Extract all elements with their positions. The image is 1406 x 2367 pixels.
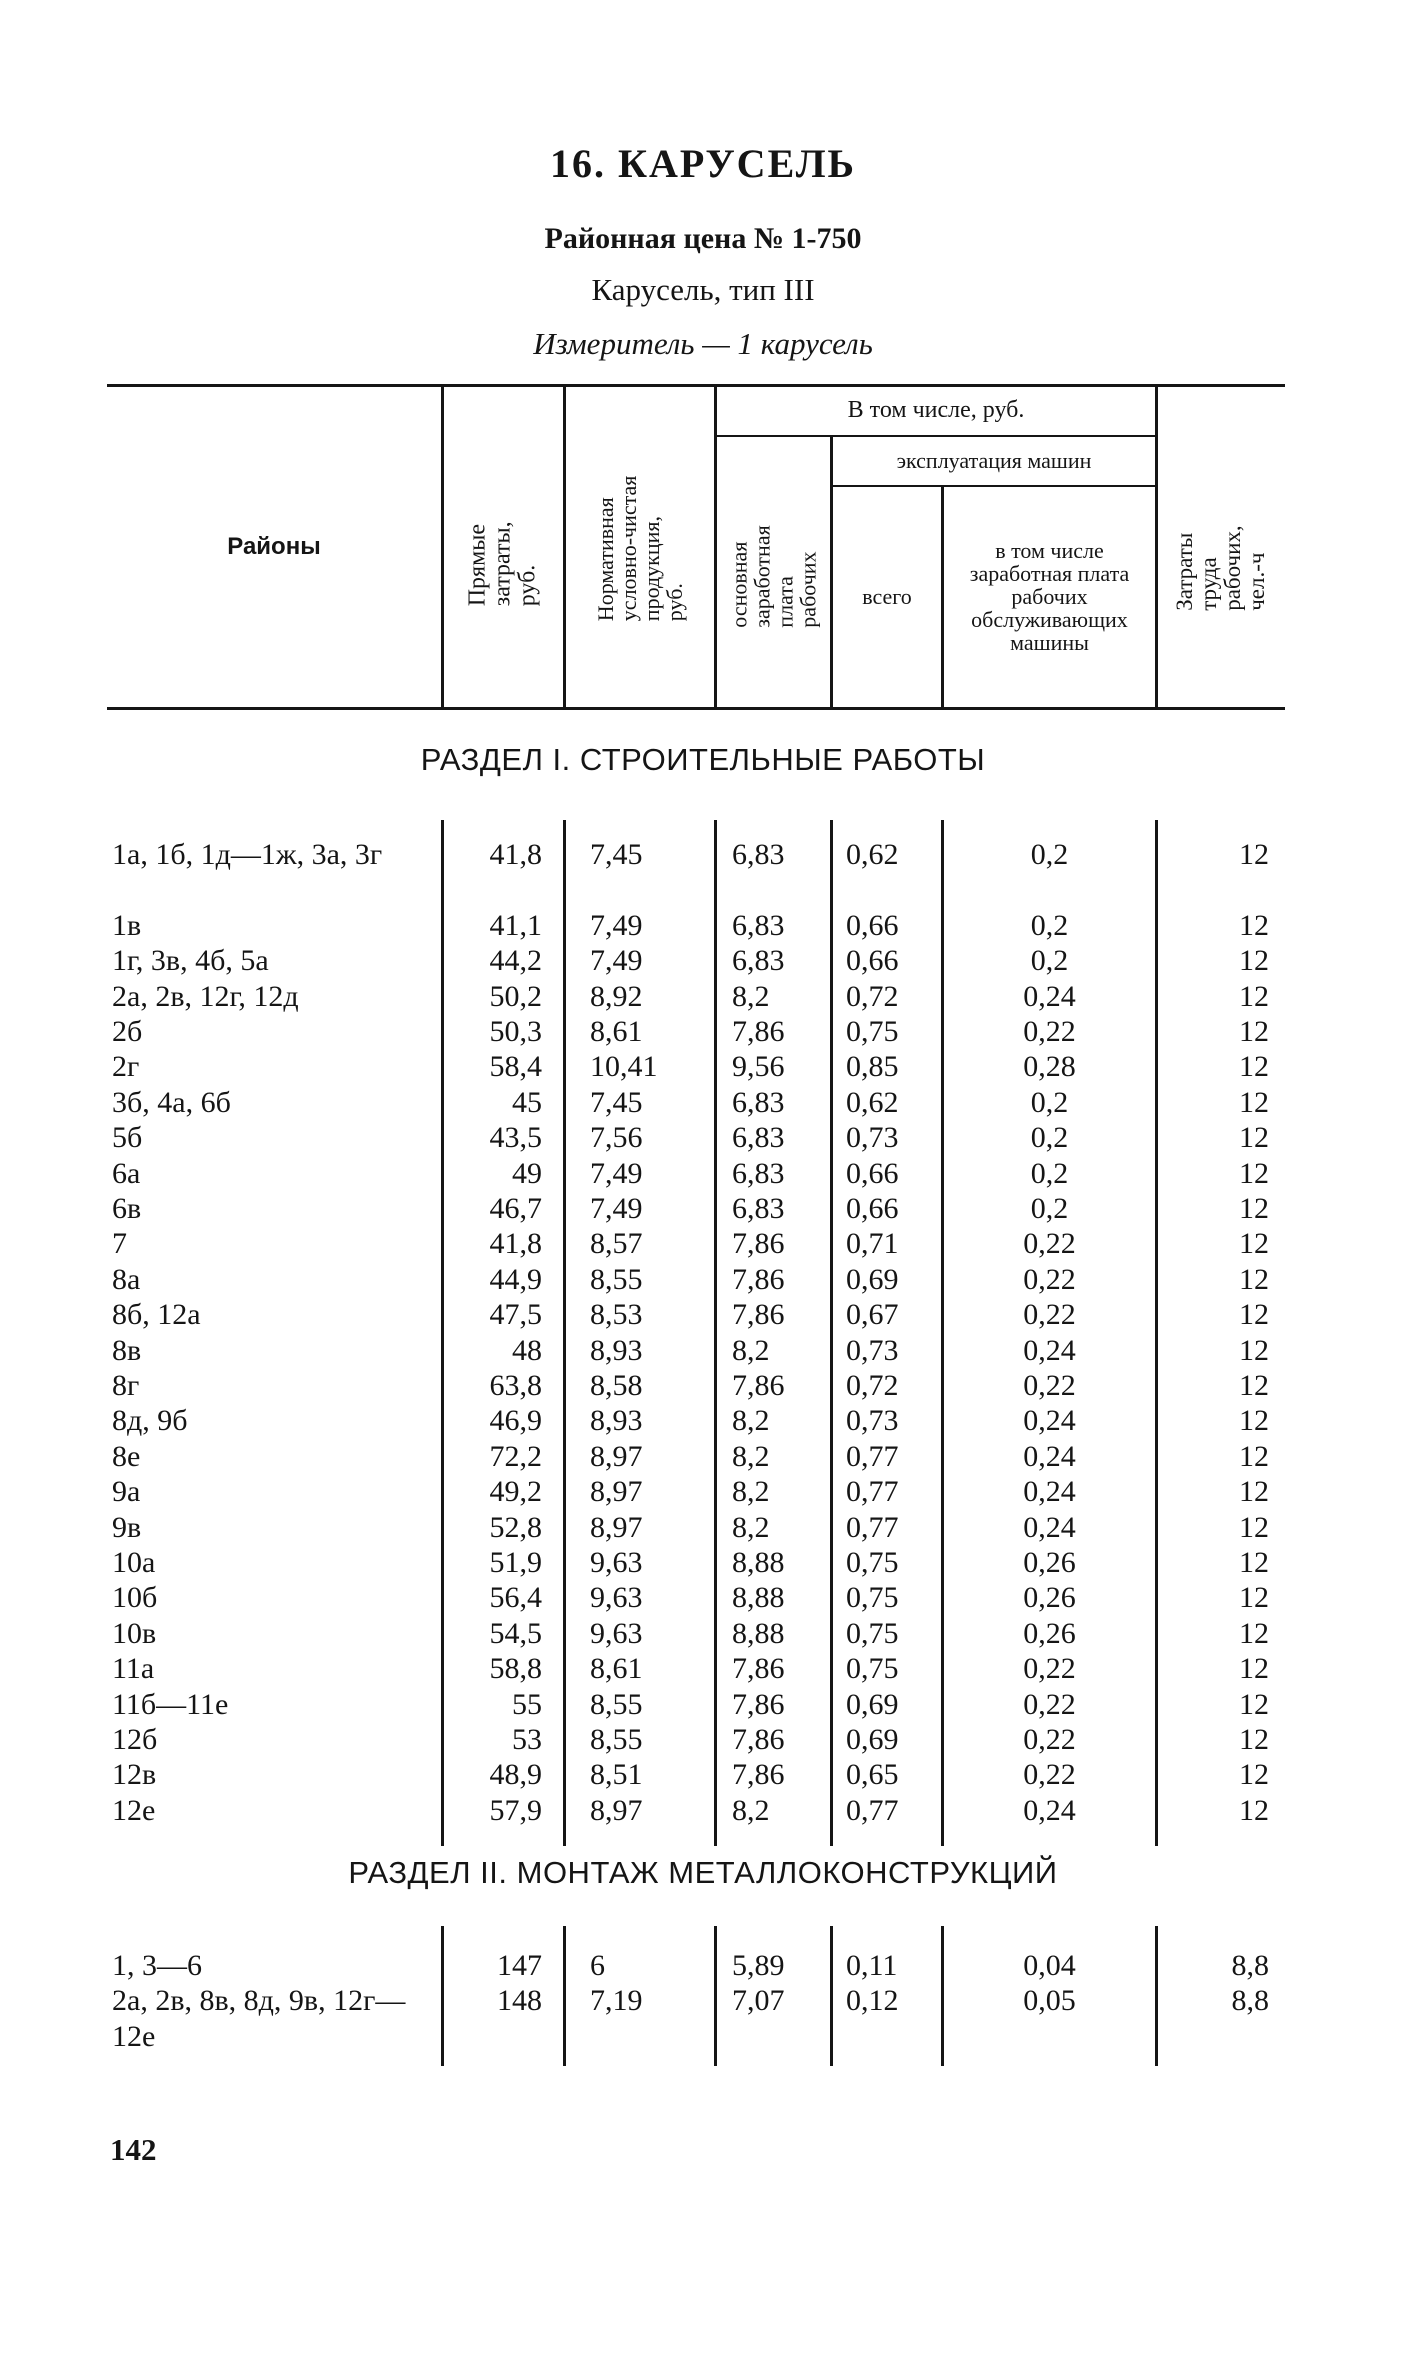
cell-direct-costs: 47,5 <box>489 1298 542 1332</box>
region-cell: 8б, 12а <box>112 1298 201 1332</box>
cell-direct-costs: 41,8 <box>489 838 542 871</box>
cell-machine-wage: 0,22 <box>1023 1015 1076 1048</box>
cell-machine-wage: 0,2 <box>1030 1156 1069 1190</box>
cell-machine-wage: 0,05 <box>1023 1984 1076 2018</box>
type-label: Карусель, тип III <box>591 272 815 307</box>
cell-normative-production: 8,97 <box>590 1510 643 1544</box>
cell-machine-total: 0,65 <box>846 1758 899 1792</box>
region-cell: 12б <box>112 1723 158 1756</box>
cell-machine-total: 0,66 <box>846 1156 899 1190</box>
header-bottom-rule <box>107 707 1285 710</box>
column-divider <box>830 1926 833 2066</box>
cell-base-wage: 9,56 <box>732 1050 785 1084</box>
cell-normative-production: 9,63 <box>590 1581 643 1615</box>
cell-machine-wage: 0,24 <box>1023 1793 1076 1827</box>
header-direct-costs: Прямые затраты, руб. <box>464 521 542 607</box>
cell-labor-costs: 12 <box>1239 1192 1269 1225</box>
cell-normative-production: 8,97 <box>590 1793 643 1827</box>
region-cell: 2г <box>112 1050 140 1084</box>
cell-base-wage: 6,83 <box>732 944 785 978</box>
region-cell: 11б—11е <box>112 1687 229 1721</box>
cell-machine-wage: 0,28 <box>1023 1050 1076 1084</box>
header-labor-costs: Затраты труда рабочих, чел.-ч <box>1172 525 1270 611</box>
region-cell: 7 <box>112 1227 127 1261</box>
cell-normative-production: 7,49 <box>590 944 643 978</box>
region-cell: 8в <box>112 1333 142 1367</box>
header-normative-production: Нормативная условно-чистая продукция, руб. <box>592 475 688 621</box>
cell-machine-total: 0,66 <box>846 944 899 978</box>
region-cell: 5б <box>112 1121 143 1155</box>
cell-machine-total: 0,62 <box>846 1085 899 1119</box>
cell-direct-costs: 44,9 <box>489 1262 542 1296</box>
cell-base-wage: 7,86 <box>732 1262 785 1296</box>
cell-base-wage: 6,83 <box>732 838 785 871</box>
cell-machine-total: 0,69 <box>846 1723 899 1756</box>
column-divider <box>563 820 566 1846</box>
cell-machine-total: 0,75 <box>846 1015 899 1048</box>
region-cell: 8а <box>112 1262 141 1296</box>
measure-label: Измеритель — 1 карусель <box>533 326 873 361</box>
cell-normative-production: 8,55 <box>590 1262 643 1296</box>
cell-normative-production: 7,45 <box>590 838 643 871</box>
column-divider <box>714 1926 717 2066</box>
cell-machine-total: 0,75 <box>846 1581 899 1615</box>
cell-base-wage: 7,86 <box>732 1723 785 1756</box>
cell-machine-wage: 0,2 <box>1030 838 1069 871</box>
cell-machine-wage: 0,22 <box>1023 1687 1076 1721</box>
region-cell: 8д, 9б <box>112 1404 188 1438</box>
cell-direct-costs: 72,2 <box>489 1439 542 1473</box>
cell-direct-costs: 50,3 <box>489 1015 542 1048</box>
cell-labor-costs: 12 <box>1239 1121 1269 1155</box>
cell-machine-total: 0,73 <box>846 1121 899 1155</box>
header-incl-wage-machine-workers: в том числе заработная плата рабочих обслуживающих машины <box>969 537 1130 656</box>
cell-base-wage: 8,2 <box>732 1333 770 1367</box>
cell-normative-production: 8,58 <box>590 1369 643 1402</box>
cell-machine-wage: 0,24 <box>1023 979 1076 1013</box>
cell-machine-wage: 0,22 <box>1023 1652 1076 1686</box>
cell-machine-total: 0,77 <box>846 1510 899 1544</box>
cell-direct-costs: 55 <box>512 1687 542 1721</box>
cell-machine-total: 0,85 <box>846 1050 899 1084</box>
cell-machine-total: 0,75 <box>846 1652 899 1686</box>
region-cell: 10б <box>112 1581 158 1615</box>
section-1-title: РАЗДЕЛ I. СТРОИТЕЛЬНЫЕ РАБОТЫ <box>420 742 986 777</box>
cell-labor-costs: 12 <box>1239 1298 1269 1332</box>
cell-direct-costs: 54,5 <box>489 1616 542 1650</box>
cell-normative-production: 7,19 <box>590 1984 643 2018</box>
page-number: 142 <box>110 2132 157 2167</box>
cell-machine-wage: 0,26 <box>1023 1616 1076 1650</box>
cell-labor-costs: 12 <box>1239 1227 1269 1261</box>
cell-direct-costs: 41,1 <box>489 908 542 942</box>
cell-base-wage: 8,2 <box>732 979 770 1013</box>
region-cell: 1, 3—6 <box>112 1949 202 1982</box>
cell-base-wage: 7,86 <box>732 1652 785 1686</box>
cell-base-wage: 5,89 <box>732 1949 785 1982</box>
region-cell: 3б, 4а, 6б <box>112 1085 231 1119</box>
cell-direct-costs: 46,7 <box>489 1192 542 1225</box>
cell-normative-production: 7,49 <box>590 1156 643 1190</box>
cell-labor-costs: 12 <box>1239 908 1269 942</box>
cell-direct-costs: 58,8 <box>489 1652 542 1686</box>
cell-machine-wage: 0,26 <box>1023 1546 1076 1579</box>
cell-machine-wage: 0,22 <box>1023 1227 1076 1261</box>
column-divider <box>830 820 833 1846</box>
header-base-wage: основная заработная плата рабочих <box>726 525 821 628</box>
cell-labor-costs: 8,8 <box>1231 1949 1269 1982</box>
cell-normative-production: 8,55 <box>590 1723 643 1756</box>
cell-machine-wage: 0,24 <box>1023 1333 1076 1367</box>
cell-labor-costs: 12 <box>1239 838 1269 871</box>
cell-labor-costs: 12 <box>1239 1723 1269 1756</box>
cell-direct-costs: 56,4 <box>489 1581 542 1615</box>
cell-machine-total: 0,71 <box>846 1227 899 1261</box>
cell-base-wage: 8,2 <box>732 1475 770 1509</box>
cell-machine-total: 0,77 <box>846 1793 899 1827</box>
region-cell: 12е <box>112 1793 156 1827</box>
cell-direct-costs: 48 <box>512 1333 542 1367</box>
cell-machine-wage: 0,2 <box>1030 908 1069 942</box>
cell-direct-costs: 50,2 <box>489 979 542 1013</box>
cell-labor-costs: 12 <box>1239 1616 1269 1650</box>
cell-machine-wage: 0,2 <box>1030 1121 1069 1155</box>
cell-machine-total: 0,73 <box>846 1333 899 1367</box>
cell-machine-wage: 0,26 <box>1023 1581 1076 1615</box>
cell-machine-total: 0,77 <box>846 1475 899 1509</box>
header-machine-operation: эксплуатация машин <box>896 447 1092 473</box>
cell-labor-costs: 12 <box>1239 1581 1269 1615</box>
cell-normative-production: 9,63 <box>590 1616 643 1650</box>
cell-base-wage: 7,86 <box>732 1687 785 1721</box>
cell-machine-wage: 0,24 <box>1023 1475 1076 1509</box>
cell-base-wage: 6,83 <box>732 1085 785 1119</box>
cell-base-wage: 7,07 <box>732 1984 785 2018</box>
cell-normative-production: 7,49 <box>590 908 643 942</box>
header-including-rub: В том числе, руб. <box>847 397 1025 424</box>
cell-direct-costs: 147 <box>497 1949 542 1982</box>
region-cell: 1а, 1б, 1д—1ж, 3а, 3г <box>112 838 383 871</box>
cell-machine-total: 0,77 <box>846 1439 899 1473</box>
cell-base-wage: 8,2 <box>732 1793 770 1827</box>
cell-direct-costs: 41,8 <box>489 1227 542 1261</box>
region-cell: 6в <box>112 1192 142 1225</box>
cell-base-wage: 6,83 <box>732 1121 785 1155</box>
cell-machine-wage: 0,22 <box>1023 1369 1076 1402</box>
region-cell: 9а <box>112 1475 141 1509</box>
cell-base-wage: 6,83 <box>732 1192 785 1225</box>
cell-labor-costs: 12 <box>1239 1015 1269 1048</box>
cell-machine-total: 0,66 <box>846 908 899 942</box>
region-cell: 1в <box>112 908 142 942</box>
cell-direct-costs: 43,5 <box>489 1121 542 1155</box>
cell-machine-total: 0,62 <box>846 838 899 871</box>
cell-direct-costs: 51,9 <box>489 1546 542 1579</box>
cell-direct-costs: 148 <box>497 1984 542 2018</box>
region-cell: 6а <box>112 1156 141 1190</box>
cell-labor-costs: 12 <box>1239 1156 1269 1190</box>
cell-machine-total: 0,73 <box>846 1404 899 1438</box>
region-cell: 12в <box>112 1758 157 1792</box>
cell-base-wage: 8,88 <box>732 1616 785 1650</box>
cell-labor-costs: 12 <box>1239 1333 1269 1367</box>
cell-base-wage: 8,88 <box>732 1581 785 1615</box>
region-cell: 11а <box>112 1652 155 1686</box>
cell-machine-total: 0,72 <box>846 979 899 1013</box>
cell-direct-costs: 49,2 <box>489 1475 542 1509</box>
cell-normative-production: 9,63 <box>590 1546 643 1579</box>
cell-normative-production: 8,92 <box>590 979 643 1013</box>
cell-direct-costs: 46,9 <box>489 1404 542 1438</box>
column-divider <box>563 1926 566 2066</box>
cell-machine-total: 0,12 <box>846 1984 899 2018</box>
cell-labor-costs: 12 <box>1239 1404 1269 1438</box>
price-label: Районная цена № 1-750 <box>544 222 862 255</box>
cell-machine-total: 0,72 <box>846 1369 899 1402</box>
cell-labor-costs: 12 <box>1239 1652 1269 1686</box>
cell-machine-wage: 0,24 <box>1023 1404 1076 1438</box>
cell-labor-costs: 12 <box>1239 1687 1269 1721</box>
cell-labor-costs: 12 <box>1239 1262 1269 1296</box>
cell-direct-costs: 44,2 <box>489 944 542 978</box>
cell-machine-total: 0,69 <box>846 1687 899 1721</box>
cell-labor-costs: 12 <box>1239 1369 1269 1402</box>
region-cell: 2б <box>112 1015 143 1048</box>
cell-normative-production: 6 <box>590 1949 605 1982</box>
region-cell: 2а, 2в, 12г, 12д <box>112 979 299 1013</box>
cell-direct-costs: 63,8 <box>489 1369 542 1402</box>
region-cell: 8е <box>112 1439 141 1473</box>
cell-machine-wage: 0,24 <box>1023 1439 1076 1473</box>
cell-machine-total: 0,75 <box>846 1616 899 1650</box>
cell-direct-costs: 45 <box>512 1085 542 1119</box>
cell-labor-costs: 12 <box>1239 1050 1269 1084</box>
cell-machine-total: 0,11 <box>846 1949 898 1982</box>
region-cell: 9в <box>112 1510 142 1544</box>
cell-normative-production: 7,45 <box>590 1085 643 1119</box>
cell-normative-production: 8,61 <box>590 1652 643 1686</box>
cell-direct-costs: 53 <box>512 1723 542 1756</box>
region-cell: 2а, 2в, 8в, 8д, 9в, 12г—12е <box>112 1984 406 2053</box>
cell-normative-production: 8,51 <box>590 1758 643 1792</box>
cell-machine-wage: 0,22 <box>1023 1262 1076 1296</box>
cell-direct-costs: 48,9 <box>489 1758 542 1792</box>
cell-labor-costs: 12 <box>1239 979 1269 1013</box>
cell-machine-wage: 0,24 <box>1023 1510 1076 1544</box>
header-regions: Районы <box>227 533 321 561</box>
cell-normative-production: 8,97 <box>590 1439 643 1473</box>
cell-base-wage: 7,86 <box>732 1758 785 1792</box>
cell-machine-wage: 0,04 <box>1023 1949 1076 1982</box>
cell-machine-total: 0,66 <box>846 1192 899 1225</box>
cell-direct-costs: 52,8 <box>489 1510 542 1544</box>
cell-normative-production: 7,56 <box>590 1121 643 1155</box>
section-2-title: РАЗДЕЛ II. МОНТАЖ МЕТАЛЛОКОНСТРУКЦИЙ <box>348 1855 1058 1890</box>
cell-labor-costs: 12 <box>1239 1793 1269 1827</box>
cell-base-wage: 7,86 <box>732 1227 785 1261</box>
cell-base-wage: 8,2 <box>732 1439 770 1473</box>
header-total: всего <box>862 583 912 609</box>
cell-base-wage: 6,83 <box>732 908 785 942</box>
cell-normative-production: 8,61 <box>590 1015 643 1048</box>
cell-normative-production: 8,55 <box>590 1687 643 1721</box>
region-cell: 1г, 3в, 4б, 5а <box>112 944 269 978</box>
cell-labor-costs: 12 <box>1239 1475 1269 1509</box>
cell-machine-total: 0,75 <box>846 1546 899 1579</box>
header-top-rule <box>107 384 1285 387</box>
cell-labor-costs: 12 <box>1239 944 1269 978</box>
cell-base-wage: 7,86 <box>732 1015 785 1048</box>
cell-machine-wage: 0,2 <box>1030 1192 1069 1225</box>
cell-labor-costs: 12 <box>1239 1546 1269 1579</box>
region-cell: 8г <box>112 1369 140 1402</box>
cell-machine-total: 0,67 <box>846 1298 899 1332</box>
cell-base-wage: 6,83 <box>732 1156 785 1190</box>
cell-base-wage: 8,88 <box>732 1546 785 1579</box>
cell-machine-total: 0,69 <box>846 1262 899 1296</box>
cell-machine-wage: 0,2 <box>1030 944 1069 978</box>
cell-machine-wage: 0,22 <box>1023 1298 1076 1332</box>
cell-normative-production: 7,49 <box>590 1192 643 1225</box>
cell-base-wage: 8,2 <box>732 1404 770 1438</box>
cell-normative-production: 8,57 <box>590 1227 643 1261</box>
cell-machine-wage: 0,22 <box>1023 1723 1076 1756</box>
cell-normative-production: 8,53 <box>590 1298 643 1332</box>
cell-normative-production: 10,41 <box>590 1050 658 1084</box>
cell-labor-costs: 8,8 <box>1231 1984 1269 2018</box>
cell-base-wage: 7,86 <box>732 1369 785 1402</box>
cell-machine-wage: 0,2 <box>1030 1085 1069 1119</box>
cell-labor-costs: 12 <box>1239 1758 1269 1792</box>
cell-normative-production: 8,97 <box>590 1475 643 1509</box>
cell-labor-costs: 12 <box>1239 1085 1269 1119</box>
cell-labor-costs: 12 <box>1239 1510 1269 1544</box>
cell-direct-costs: 57,9 <box>489 1793 542 1827</box>
page-title: 16. КАРУСЕЛЬ <box>550 141 856 186</box>
cell-base-wage: 8,2 <box>732 1510 770 1544</box>
cell-labor-costs: 12 <box>1239 1439 1269 1473</box>
cell-direct-costs: 49 <box>512 1156 542 1190</box>
cell-machine-wage: 0,22 <box>1023 1758 1076 1792</box>
cell-base-wage: 7,86 <box>732 1298 785 1332</box>
cell-normative-production: 8,93 <box>590 1333 643 1367</box>
region-cell: 10а <box>112 1546 156 1579</box>
column-divider <box>714 820 717 1846</box>
cell-normative-production: 8,93 <box>590 1404 643 1438</box>
cell-direct-costs: 58,4 <box>489 1050 542 1084</box>
region-cell: 10в <box>112 1616 157 1650</box>
